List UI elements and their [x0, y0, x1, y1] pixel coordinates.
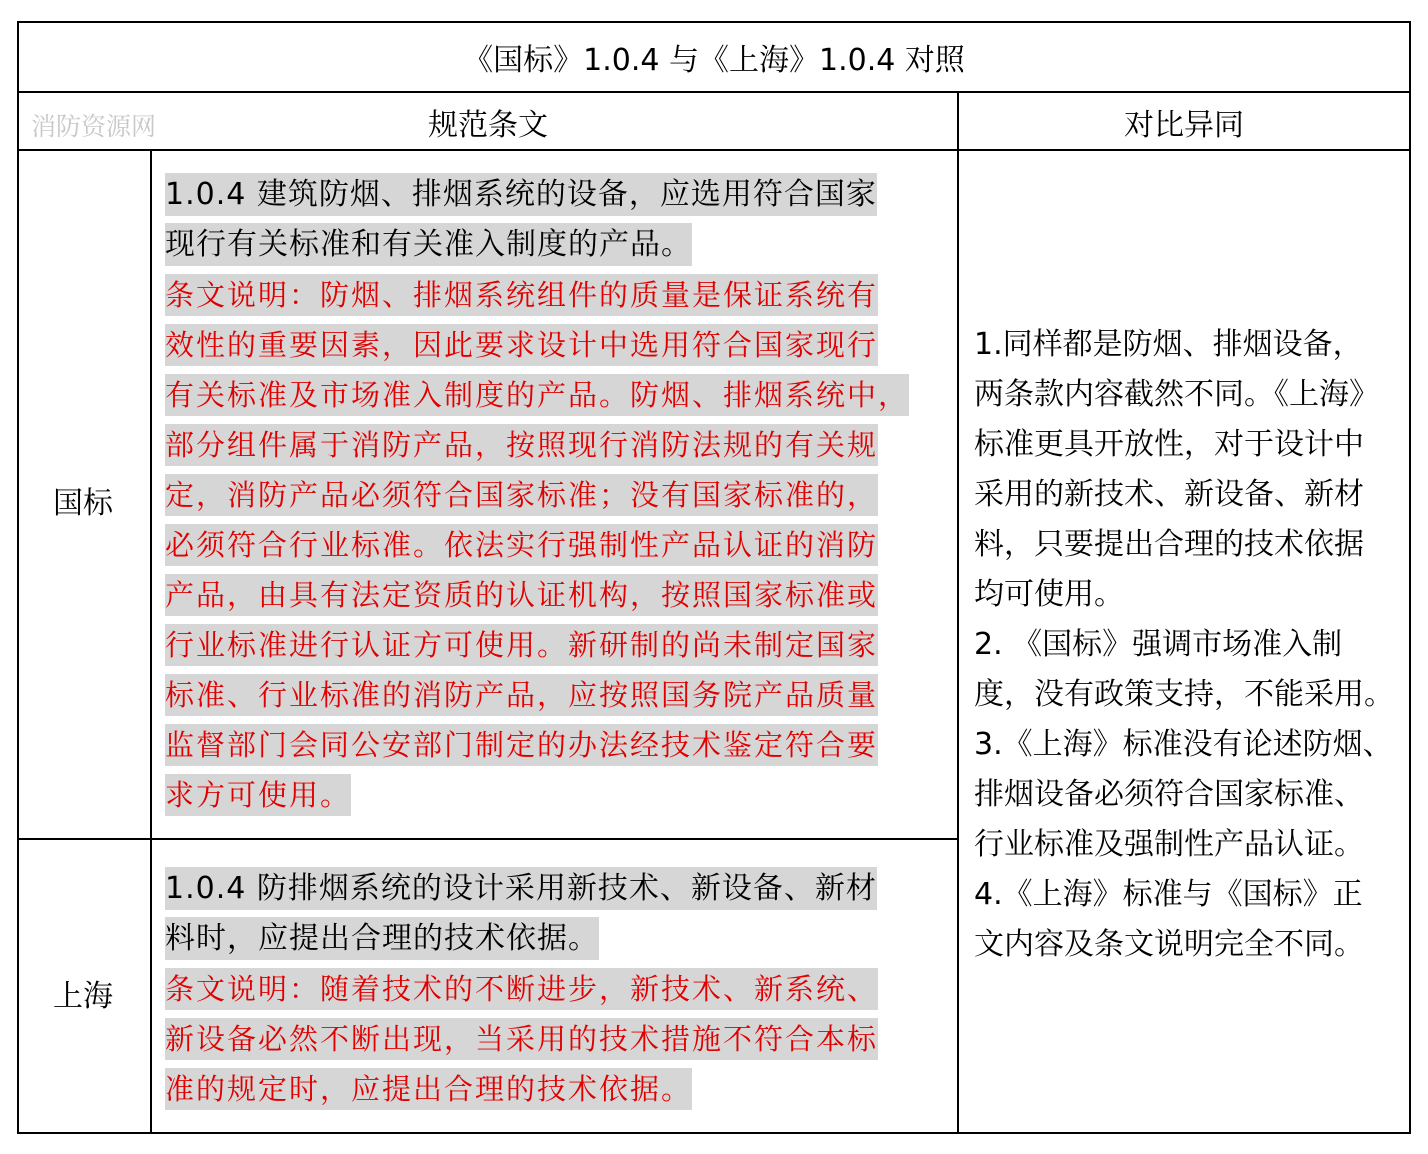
column-divider — [957, 91, 959, 1134]
row-divider — [19, 838, 958, 840]
compare-line: 均可使用。 — [974, 577, 1124, 612]
compare-line: 1.同样都是防烟、排烟设备， — [974, 327, 1363, 362]
compare-line: 4.《上海》标准与《国标》正 — [974, 877, 1363, 912]
gb-text-block — [165, 170, 909, 820]
sh-clause-line: 1.0.4 防排烟系统的设计采用新技术、新设备、新材 — [165, 864, 878, 914]
compare-line: 度，没有政策支持，不能采用。 — [974, 677, 1394, 712]
sh-note-line: 准的规定时，应提出合理的技术依据。 — [165, 1064, 878, 1114]
compare-text-block — [974, 320, 1402, 970]
compare-line: 排烟设备必须符合国家标准、 — [974, 777, 1364, 812]
gb-clause-line: 1.0.4 建筑防烟、排烟系统的设备，应选用符合国家 — [165, 170, 909, 220]
gb-note-line: 定，消防产品必须符合国家标准；没有国家标准的， — [165, 470, 909, 520]
gb-note-line: 效性的重要因素，因此要求设计中选用符合国家现行 — [165, 320, 909, 370]
gb-note-line: 必须符合行业标准。依法实行强制性产品认证的消防 — [165, 520, 909, 570]
compare-line: 文内容及条文说明完全不同。 — [974, 927, 1364, 962]
compare-line: 行业标准及强制性产品认证。 — [974, 827, 1364, 862]
gb-clause-line: 现行有关标准和有关准入制度的产品。 — [165, 220, 909, 270]
sh-note-line: 新设备必然不断出现，当采用的技术措施不符合本标 — [165, 1014, 878, 1064]
compare-line: 料，只要提出合理的技术依据 — [974, 527, 1364, 562]
gb-note-line: 部分组件属于消防产品，按照现行消防法规的有关规 — [165, 420, 909, 470]
row-label-gb: 国标 — [53, 486, 113, 521]
gb-note-line: 标准、行业标准的消防产品，应按照国务院产品质量 — [165, 670, 909, 720]
compare-line: 3.《上海》标准没有论述防烟、 — [974, 727, 1393, 762]
sh-text-block — [165, 864, 878, 1114]
compare-line: 采用的新技术、新设备、新材 — [974, 477, 1364, 512]
watermark: 消防资源网 — [31, 112, 157, 141]
gb-note-line: 监督部门会同公安部门制定的办法经技术鉴定符合要 — [165, 720, 909, 770]
gb-note-line: 行业标准进行认证方可使用。新研制的尚未制定国家 — [165, 620, 909, 670]
compare-line: 标准更具开放性，对于设计中 — [974, 427, 1364, 462]
compare-line: 2. 《国标》强调市场准入制 — [974, 627, 1343, 662]
sh-note-line: 条文说明：随着技术的不断进步，新技术、新系统、 — [165, 964, 878, 1014]
column-divider — [150, 149, 152, 1134]
row-label-sh: 上海 — [53, 979, 113, 1014]
header-clause: 规范条文 — [428, 108, 548, 143]
compare-line: 两条款内容截然不同。《上海》 — [974, 377, 1379, 412]
sh-clause-line: 料时，应提出合理的技术依据。 — [165, 914, 878, 964]
gb-note-line: 求方可使用。 — [165, 770, 909, 820]
gb-note-line: 产品，由具有法定资质的认证机构，按照国家标准或 — [165, 570, 909, 620]
table-title: 《国标》1.0.4 与《上海》1.0.4 对照 — [463, 43, 965, 78]
gb-note-line: 有关标准及市场准入制度的产品。防烟、排烟系统中， — [165, 370, 909, 420]
gb-note-line: 条文说明：防烟、排烟系统组件的质量是保证系统有 — [165, 270, 909, 320]
header-compare: 对比异同 — [1124, 108, 1244, 143]
